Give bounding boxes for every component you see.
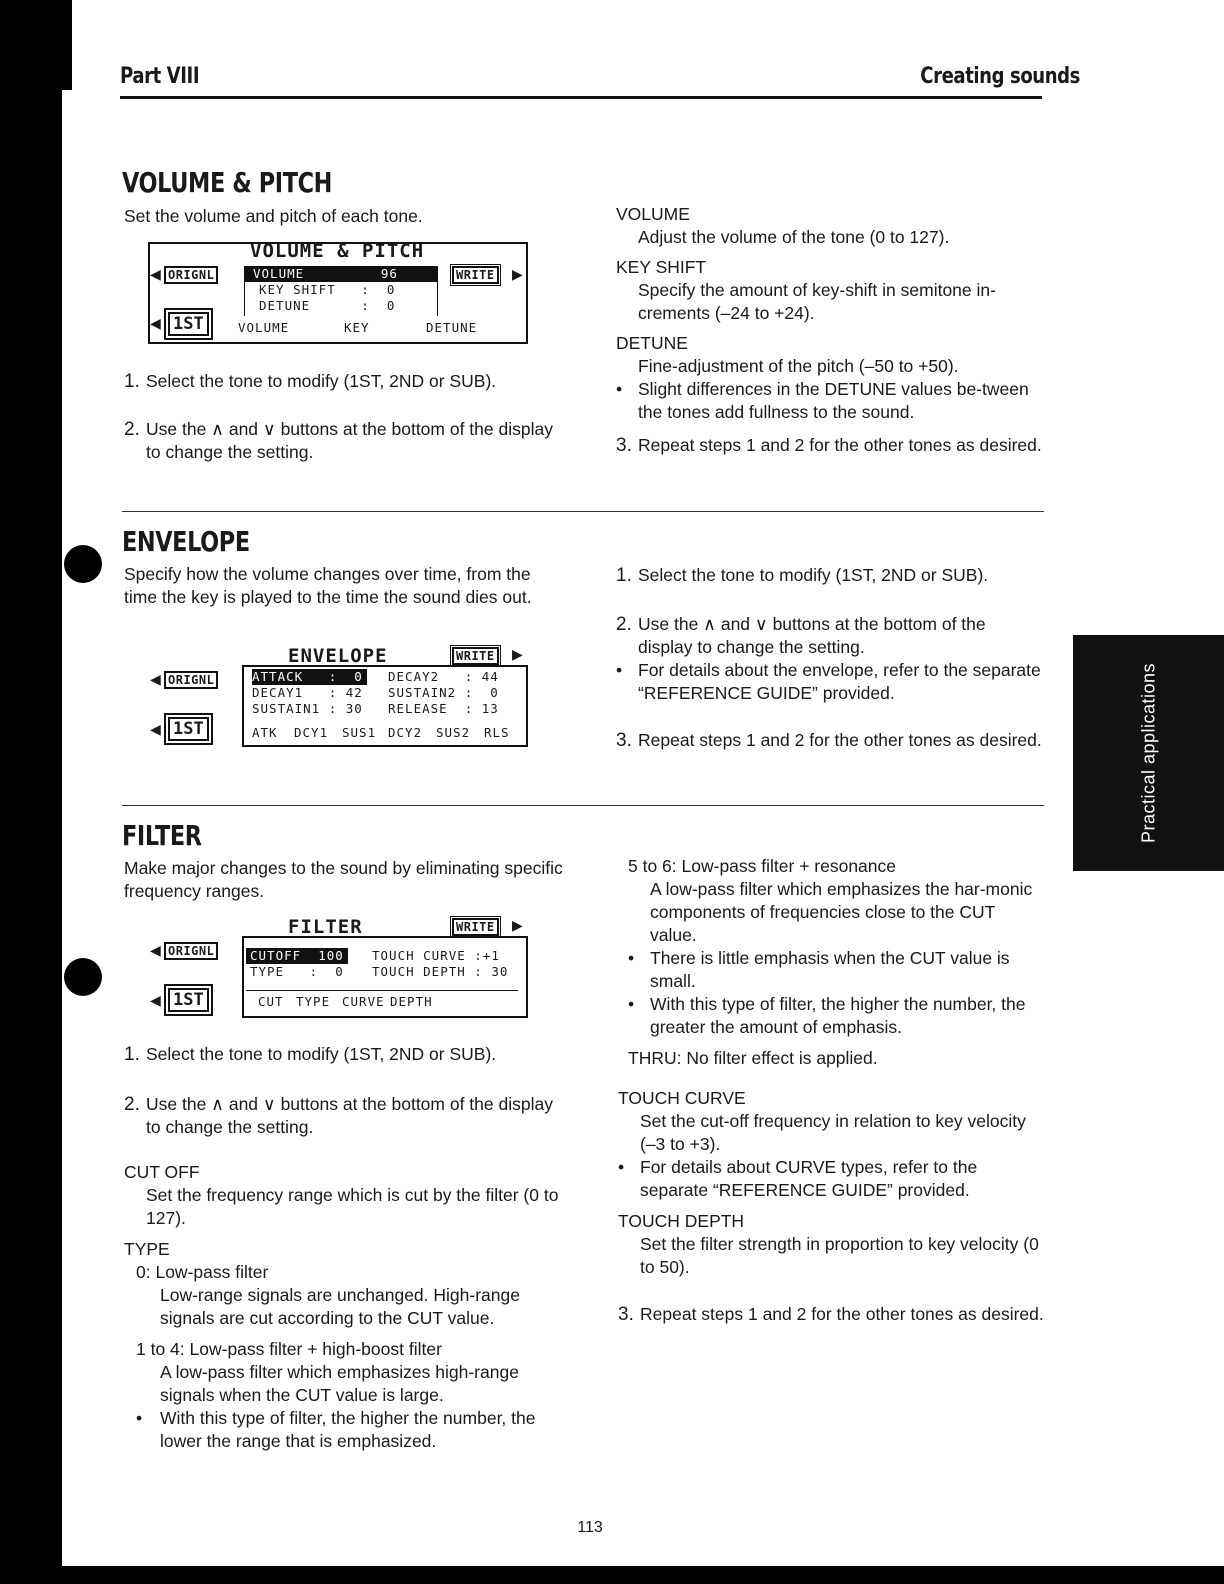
lcd-title: FILTER [288,916,363,938]
write-button[interactable]: WRITE [452,918,499,936]
lcd-row-sustain1[interactable]: SUSTAIN1 : 30 [252,701,363,716]
type-0-desc: Low-range signals are unchanged. High-range signals are cut according to the CUT value. [160,1285,520,1328]
left-arrow-icon: ◀ [150,266,161,282]
chapter-label: Creating sounds [920,64,1080,89]
vp-bullet: Slight differences in the DETUNE values be-tween the tones add fullness to the sound. [638,379,1029,422]
lcd-soft-cut[interactable]: CUT [258,994,284,1009]
section-title-filter: FILTER [122,819,202,852]
lcd-soft-dcy1[interactable]: DCY1 [294,725,329,740]
punch-hole [64,545,102,583]
lcd-filter-left-col [246,948,348,980]
vp-step-1: Select the tone to modify (1ST, 2ND or SUB). [146,371,497,391]
lcd-param-box [244,266,438,316]
param-key-shift-desc: Specify the amount of key-shift in semitone in-crements (–24 to +24). [638,280,996,323]
touch-depth-name: TOUCH DEPTH [618,1211,745,1231]
type-1-4-label: 1 to 4: Low-pass filter + high-boost filter [136,1339,442,1359]
lcd-env-left-col [252,669,367,717]
lcd-soft-dcy2[interactable]: DCY2 [388,725,423,740]
param-key-shift-name: KEY SHIFT [616,257,707,277]
param-detune-name: DETUNE [616,333,688,353]
type-5-6-bullet-1: There is little emphasis when the CUT value is small. [650,948,1010,991]
lcd-row-cutoff[interactable]: CUTOFF 100 [246,948,348,964]
filter-intro: Make major changes to the sound by eliminating specific frequency ranges. [124,858,563,901]
lcd-filter-param-box [246,948,518,991]
lcd-row-release[interactable]: RELEASE : 13 [388,701,499,716]
orignl-button[interactable]: ORIGNL [164,671,218,689]
lcd-row-volume[interactable]: VOLUME 96 [245,266,437,282]
lcd-soft-key[interactable]: KEY [344,320,370,335]
write-button[interactable]: WRITE [452,647,499,665]
left-arrow-icon: ◀ [150,315,161,331]
scan-border-left [0,0,62,1584]
param-volume-name: VOLUME [616,204,690,224]
left-arrow-icon: ◀ [150,671,161,687]
cutoff-name: CUT OFF [124,1162,200,1182]
lcd-row-key-shift[interactable]: KEY SHIFT : 0 [259,282,396,297]
side-tab-label: Practical applications [1138,662,1158,844]
lcd-title: VOLUME & PITCH [250,240,425,262]
scan-border-bottom [0,1566,1224,1584]
section-divider [122,805,1044,806]
lcd-filter-right-col [372,948,508,980]
tone-1st-button[interactable]: 1ST [168,717,209,741]
touch-curve-name: TOUCH CURVE [618,1088,746,1108]
filter-right-column-bottom: TOUCH CURVE Set the cut-off frequency in relation to key velocity (–3 to +3). • For details about CURVE types, refer to the separate “REFERENCE GUIDE” provided. TOUCH DEPTH Set the filter strength in proportion to key velocity (0 to 50). 3. Repeat steps 1 and 2 for the other tones as desired. [618,1087,1046,1326]
left-arrow-icon: ◀ [150,942,161,958]
scan-border-notch [62,0,72,90]
punch-hole [64,958,102,996]
lcd-soft-atk[interactable]: ATK [252,725,278,740]
flt-step-2: Use the ∧ and ∨ buttons at the bottom of the display to change the setting. [146,1094,553,1137]
tone-1st-button[interactable]: 1ST [168,312,209,336]
lcd-volume-pitch [146,240,530,346]
header-rule [120,96,1042,99]
type-0-label: 0: Low-pass filter [136,1262,269,1282]
env-step-3: Repeat steps 1 and 2 for the other tones as desired. [638,730,1042,750]
vp-step-3: Repeat steps 1 and 2 for the other tones as desired. [638,435,1042,455]
right-arrow-icon: ▶ [512,646,523,662]
flt-step-3: Repeat steps 1 and 2 for the other tones as desired. [640,1304,1044,1324]
type-5-6-bullet-2: With this type of filter, the higher the number, the greater the amount of emphasis. [650,994,1026,1037]
lcd-row-type[interactable]: TYPE : 0 [250,964,344,979]
filter-right-column-top: 5 to 6: Low-pass filter + resonance A low-pass filter which emphasizes the har-monic components of frequencies close to the CUT value. • There is little emphasis when the CUT value is small. • With this type of filter, the higher the number, the greater the amount of emphasis. THRU: No filter effect is applied. [628,855,1046,1070]
param-volume-desc: Adjust the volume of the tone (0 to 127). [638,227,950,247]
type-5-6-label: 5 to 6: Low-pass filter + resonance [628,856,896,876]
page-number: 113 [577,1519,603,1536]
lcd-soft-detune[interactable]: DETUNE [426,320,478,335]
lcd-row-sustain2[interactable]: SUSTAIN2 : 0 [388,685,499,700]
touch-depth-desc: Set the filter strength in proportion to key velocity (0 to 50). [640,1234,1039,1277]
lcd-soft-depth[interactable]: DEPTH [390,994,433,1009]
lcd-soft-rls[interactable]: RLS [484,725,510,740]
env-step-1: Select the tone to modify (1ST, 2ND or SUB). [638,565,989,585]
part-label: Part VIII [120,64,200,89]
env-bullet: For details about the envelope, refer to the separate “REFERENCE GUIDE” provided. [638,660,1041,703]
lcd-row-decay2[interactable]: DECAY2 : 44 [388,669,499,684]
lcd-row-detune[interactable]: DETUNE : 0 [259,298,396,313]
vp-step-2: Use the ∧ and ∨ buttons at the bottom of the display to change the setting. [146,419,553,462]
filter-left-column: 1. Select the tone to modify (1ST, 2ND or SUB). 2. Use the ∧ and ∨ buttons at the bottom of the display to change the setting. CUT OFF Set the frequency range which is cut by the filter (0 to 127). TYPE 0: Low-pass filter Low-range signals are unchanged. High-range signals are cut according to the CUT value. 1 to 4: Low-pass filter + high-boost filter A low-pass filter which emphasizes high-range signals when the CUT value is large. • With this type of filter, the higher the number, the lower the range that is emphasized. [124,1043,564,1453]
type-1-4-desc: A low-pass filter which emphasizes high-range signals when the CUT value is large. [160,1362,519,1405]
lcd-row-touch-curve[interactable]: TOUCH CURVE :+1 [372,948,500,963]
type-5-6-desc: A low-pass filter which emphasizes the har-monic components of frequencies close to the CUT value. [650,879,1033,945]
param-detune-desc: Fine-adjustment of the pitch (–50 to +50). [638,356,959,376]
type-1-4-bullet: With this type of filter, the higher the number, the lower the range that is emphasized. [160,1408,536,1451]
volume-pitch-intro: Set the volume and pitch of each tone. [124,206,423,226]
lcd-soft-curve[interactable]: CURVE [342,994,385,1009]
orignl-button[interactable]: ORIGNL [164,266,218,284]
touch-curve-desc: Set the cut-off frequency in relation to key velocity (–3 to +3). [640,1111,1026,1154]
right-arrow-icon: ▶ [512,266,523,282]
write-button[interactable]: WRITE [452,266,499,284]
left-arrow-icon: ◀ [150,721,161,737]
env-step-2: Use the ∧ and ∨ buttons at the bottom of the display to change the setting. [638,614,986,657]
lcd-row-touch-depth[interactable]: TOUCH DEPTH : 30 [372,964,509,979]
orignl-button[interactable]: ORIGNL [164,942,218,960]
lcd-envelope [146,643,530,749]
cutoff-desc: Set the frequency range which is cut by the filter (0 to 127). [146,1185,559,1228]
envelope-intro: Specify how the volume changes over time, from the time the key is played to the time the sound dies out. [124,564,532,607]
lcd-soft-sus1[interactable]: SUS1 [342,725,377,740]
touch-curve-bullet: For details about CURVE types, refer to the separate “REFERENCE GUIDE” provided. [640,1157,978,1200]
type-thru: THRU: No filter effect is applied. [628,1048,878,1068]
lcd-env-right-col [388,669,499,717]
lcd-soft-type[interactable]: TYPE [296,994,331,1009]
tone-1st-button[interactable]: 1ST [168,988,209,1012]
lcd-title: ENVELOPE [288,645,388,667]
side-tab-practical-applications [1073,635,1224,871]
volume-pitch-params: VOLUME Adjust the volume of the tone (0 to 127). KEY SHIFT Specify the amount of key-shift in semitone in-crements (–24 to +24). DETUNE Fine-adjustment of the pitch (–50 to +50). • Slight differences in the DETUNE values be-tween the tones add fullness to the sound. 3. Repeat steps 1 and 2 for the other tones as desired. [616,203,1044,457]
envelope-steps: 1. Select the tone to modify (1ST, 2ND or SUB). 2. Use the ∧ and ∨ buttons at the bottom of the display to change the setting. • For details about the envelope, refer to the separate “REFERENCE GUIDE” provided. 3. Repeat steps 1 and 2 for the other tones as desired. [616,564,1044,752]
left-arrow-icon: ◀ [150,992,161,1008]
lcd-row-decay1[interactable]: DECAY1 : 42 [252,685,363,700]
section-title-envelope: ENVELOPE [122,525,250,558]
lcd-soft-volume[interactable]: VOLUME [238,320,290,335]
lcd-filter [146,914,530,1020]
section-divider [122,511,1044,512]
lcd-soft-sus2[interactable]: SUS2 [436,725,471,740]
flt-step-1: Select the tone to modify (1ST, 2ND or SUB). [146,1044,497,1064]
volume-pitch-steps: 1. Select the tone to modify (1ST, 2ND or SUB). 2. Use the ∧ and ∨ buttons at the bottom of the display to change the setting. [124,370,564,464]
type-name: TYPE [124,1239,170,1259]
section-title-volume-pitch: VOLUME & PITCH [122,166,332,199]
lcd-row-attack[interactable]: ATTACK : 0 [252,669,367,685]
right-arrow-icon: ▶ [512,917,523,933]
